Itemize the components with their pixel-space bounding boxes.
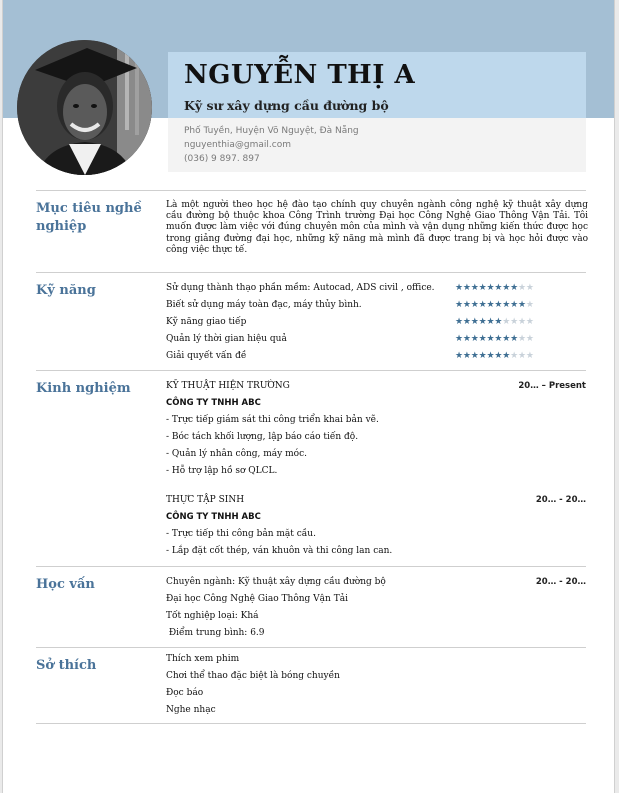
contact-box [168, 118, 586, 172]
star-icon: ★ [525, 351, 534, 361]
job-company: CÔNG TY TNHH ABC [166, 512, 261, 522]
divider [36, 272, 586, 273]
star-icon: ★ [510, 300, 518, 310]
star-icon: ★ [486, 351, 495, 361]
divider [36, 723, 586, 724]
job-position: KỸ THUẬT HIỆN TRƯỜNG [166, 381, 290, 391]
education-title: Học vấn [36, 577, 95, 592]
job-duty: - Bóc tách khối lượng, lập báo cáo tiến độ. [166, 432, 359, 442]
divider [36, 647, 586, 648]
education-grade: Tốt nghiệp loại: Khá [166, 611, 259, 621]
star-icon: ★ [486, 334, 495, 344]
star-icon: ★ [494, 334, 503, 344]
job-duty: - Trực tiếp thi công bản mặt cầu. [166, 529, 316, 539]
star-icon: ★ [455, 351, 463, 361]
hobby-item: Chơi thể thao đặc biệt là bóng chuyền [166, 671, 340, 681]
job-company: CÔNG TY TNHH ABC [166, 398, 261, 408]
job-title: Kỹ sư xây dựng cầu đường bộ [184, 98, 389, 113]
divider [36, 566, 586, 567]
star-icon: ★ [455, 317, 463, 327]
star-icon: ★ [478, 283, 487, 293]
job-duty: - Lắp đặt cốt thép, ván khuôn và thi công lan can. [166, 546, 393, 556]
star-icon: ★ [462, 283, 471, 293]
job-duty: - Trực tiếp giám sát thi công triển khai bản vẽ. [166, 415, 379, 425]
star-icon: ★ [478, 351, 487, 361]
skill-label: Quản lý thời gian hiệu quả [166, 334, 287, 344]
star-icon: ★ [462, 334, 471, 344]
star-icon: ★ [518, 317, 526, 327]
hobby-item: Thích xem phim [166, 654, 240, 664]
star-icon: ★ [470, 351, 479, 361]
star-icon: ★ [510, 351, 518, 361]
skill-rating [455, 299, 534, 311]
star-icon: ★ [510, 334, 518, 344]
education-school: Đại học Công Nghệ Giao Thông Vận Tải [166, 594, 348, 604]
objective-title: Mục tiêu nghề nghiệp [36, 201, 142, 234]
job-dates: 20… - 20… [535, 495, 586, 505]
job-duty: - Quản lý nhân công, máy móc. [166, 449, 307, 459]
skill-label: Kỹ năng giao tiếp [166, 317, 247, 327]
skill-rating [455, 333, 534, 345]
skill-rating [455, 282, 534, 294]
skill-label: Biết sử dụng máy toàn đạc, máy thủy bình. [166, 300, 362, 310]
star-icon: ★ [518, 334, 526, 344]
star-icon: ★ [518, 351, 526, 361]
star-icon: ★ [462, 351, 471, 361]
skill-label: Sử dụng thành thạo phần mềm: Autocad, ADS civil , office. [166, 283, 435, 293]
email: nguyenthia@gmail.com [184, 140, 292, 150]
star-icon: ★ [470, 283, 479, 293]
experience-title: Kinh nghiệm [36, 381, 131, 396]
objective-text: Là một người theo học hệ đào tạo chính quy chuyên ngành công nghệ kỹ thuật xây dựng cầu đường bộ thuộc khoa Công Trình trường Đại học Công Nghệ Giao Thông Vận Tải. Tôi muốn được làm việc với đúng chuyên môn của mình và vận dụng những kiến thức được học trong giảng đường đại học, những kỹ năng mà mình đã được trang bị và học hỏi được vào công việc thực tế. [166, 200, 588, 255]
star-icon: ★ [525, 300, 534, 310]
star-icon: ★ [502, 300, 511, 310]
star-icon: ★ [455, 334, 463, 344]
star-icon: ★ [510, 317, 518, 327]
star-icon: ★ [470, 317, 479, 327]
star-icon: ★ [486, 283, 495, 293]
star-icon: ★ [470, 300, 479, 310]
skills-title: Kỹ năng [36, 283, 96, 298]
hobby-item: Đọc báo [166, 688, 204, 698]
star-icon: ★ [486, 317, 495, 327]
job-dates: 20… – Present [518, 381, 586, 391]
star-icon: ★ [478, 300, 487, 310]
portrait-icon [17, 40, 152, 175]
star-icon: ★ [494, 283, 503, 293]
divider [36, 190, 586, 191]
job-duty: - Hỗ trợ lập hồ sơ QLCL. [166, 466, 278, 476]
star-icon: ★ [455, 283, 463, 293]
star-icon: ★ [502, 317, 511, 327]
star-icon: ★ [494, 300, 503, 310]
job-position: THỰC TẬP SINH [166, 495, 245, 505]
resume-page [2, 0, 615, 793]
star-icon: ★ [494, 351, 503, 361]
hobby-item: Nghe nhạc [166, 705, 216, 715]
divider [36, 370, 586, 371]
star-icon: ★ [502, 334, 511, 344]
education-major: Chuyên ngành: Kỹ thuật xây dựng cầu đường bộ [166, 577, 386, 587]
star-icon: ★ [510, 283, 518, 293]
star-icon: ★ [462, 317, 471, 327]
education-dates: 20… - 20… [535, 577, 586, 587]
profile-photo [17, 40, 152, 175]
skill-rating [455, 350, 534, 362]
star-icon: ★ [486, 300, 495, 310]
star-icon: ★ [494, 317, 503, 327]
star-icon: ★ [525, 334, 534, 344]
skill-rating [455, 316, 534, 328]
star-icon: ★ [502, 283, 511, 293]
education-gpa: Điểm trung bình: 6.9 [166, 628, 265, 638]
star-icon: ★ [462, 300, 471, 310]
star-icon: ★ [478, 317, 487, 327]
phone: (036) 9 897. 897 [184, 154, 260, 164]
star-icon: ★ [525, 283, 534, 293]
star-icon: ★ [525, 317, 534, 327]
star-icon: ★ [518, 283, 526, 293]
name-box [168, 52, 586, 118]
star-icon: ★ [518, 300, 526, 310]
star-icon: ★ [502, 351, 511, 361]
skill-label: Giải quyết vấn đề [166, 351, 247, 361]
star-icon: ★ [478, 334, 487, 344]
star-icon: ★ [455, 300, 463, 310]
address: Phố Tuyền, Huyện Võ Nguyệt, Đà Nẵng [184, 126, 359, 136]
hobbies-title: Sở thích [36, 658, 97, 673]
star-icon: ★ [470, 334, 479, 344]
full-name: NGUYỄN THỊ A [184, 60, 416, 90]
